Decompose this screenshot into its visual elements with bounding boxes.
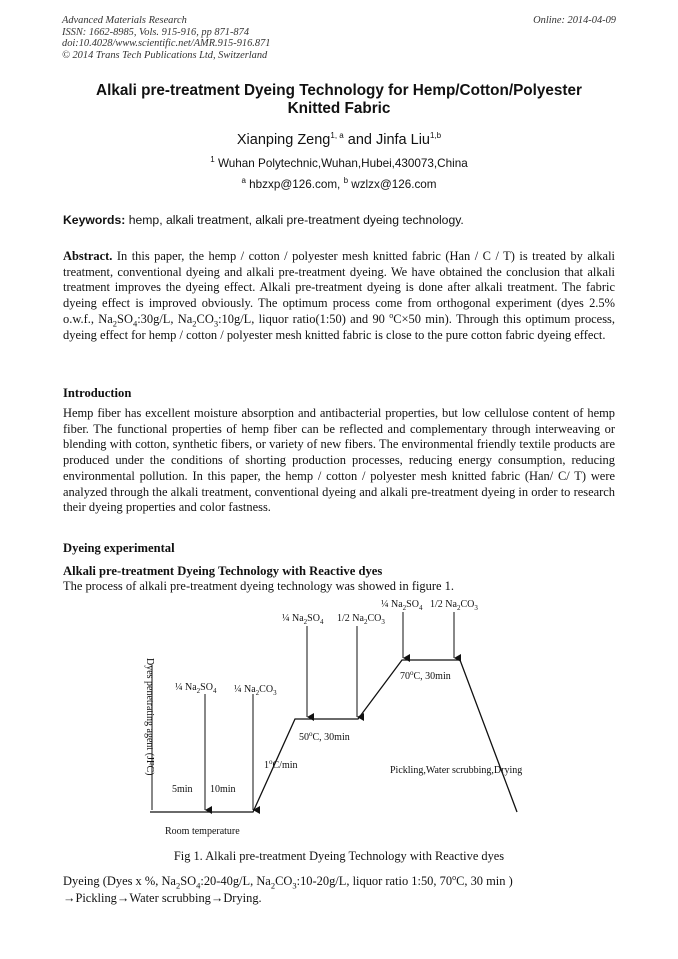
- label-left-co3: ¼ $Na_2CO_3$: [234, 684, 277, 697]
- abstract-sub: 3: [213, 318, 219, 329]
- author-2-affil: 1,b: [430, 131, 442, 141]
- dyeing-formula: [63, 873, 615, 906]
- heating-rate: 1$^o$C/min: [264, 758, 298, 771]
- formula-sub: 3: [292, 880, 297, 891]
- subheading: Alkali pre-treatment Dyeing Technology with Reactive dyes: [63, 564, 383, 578]
- affil-text: Wuhan Polytechnic,Wuhan,Hubei,430073,China: [217, 157, 468, 170]
- author-and: and: [347, 132, 372, 148]
- dyeing-heading: Dyeing experimental: [63, 541, 175, 555]
- abstract-label: Abstract.: [63, 249, 113, 263]
- abstract-text: CO: [196, 311, 214, 326]
- journal-copyright: © 2014 Trans Tech Publications Ltd, Switzerland: [62, 49, 268, 61]
- formula-line-2: →Pickling→Water scrubbing→Drying.: [63, 890, 262, 905]
- email-a: hbzxp@126.com,: [249, 178, 341, 191]
- author-1-affil: 1, a: [330, 131, 344, 141]
- stage-50c: 50$^o$C, 30min: [299, 730, 350, 743]
- formula-sub: 2: [270, 880, 276, 891]
- formula-text: CO: [275, 874, 293, 888]
- degree-mark: o: [389, 310, 394, 320]
- online-date: Online: 2014-04-09: [533, 15, 616, 26]
- author-2: Jinfa Liu: [375, 132, 430, 148]
- formula-sub: 4: [196, 880, 201, 891]
- time-10min: 10min: [210, 784, 236, 795]
- title-line-2: Knitted Fabric: [287, 100, 391, 117]
- formula-text: C, 30 min ): [456, 874, 513, 888]
- keywords-text: hemp, alkali treatment, alkali pre-treatment dyeing technology.: [128, 213, 464, 227]
- penetrating-agent-label: Dyes penetrating agent (JFC): [144, 658, 155, 776]
- stage-70c: 70$^o$C, 30min: [400, 669, 451, 682]
- email-b-mark: b: [343, 176, 349, 186]
- label-left-so4: ¼ $Na_2SO_4$: [175, 682, 217, 695]
- introduction-paragraph: Hemp fiber has excellent moisture absorption and antibacterial properties, but low cellulose content of hemp fiber. The functional properties of hemp fiber can be reflected and complementary through interweaving or blending with cotton, synthetic fibers, or variety of new fibers. The environmental friendly textile products are produced under the conditions of shorting production processes, reducing energy consumption, reducing environmental pollution. In this paper, the hemp / cotton / polyester mesh knitted fabric (Han/ C/ T) were analyzed through the alkali treatment, conventional dyeing and alkali pre-treatment dyeing in order to research their dyeing properties and color fastness.: [63, 406, 615, 515]
- finishing-steps: Pickling,Water scrubbing,Drying: [390, 765, 523, 776]
- introduction-heading: Introduction: [63, 386, 132, 400]
- email-b: wzlzx@126.com: [351, 178, 437, 191]
- formula-text: :20-40g/L, Na: [200, 874, 271, 888]
- degree-mark: o: [452, 872, 457, 882]
- abstract-sub: 4: [132, 318, 138, 329]
- abstract-text: SO: [117, 311, 133, 326]
- abstract-text: C×50 min). Through this optimum process, dyeing effect for hemp / cotton / polyester mesh knitted fabric is close to the pure cotton fabric dyeing effect.: [63, 311, 615, 342]
- journal-doi: doi:10.4028/www.scientific.net/AMR.915-916.871: [62, 38, 271, 49]
- title-line-1: Alkali pre-treatment Dyeing Technology for Hemp/Cotton/Polyester: [96, 82, 582, 99]
- abstract-sub: 2: [112, 318, 118, 329]
- author-1: Xianping Zeng: [236, 132, 331, 148]
- label-top-so4: ¼ $Na_2SO_4$: [381, 599, 423, 612]
- formula-text: Dyeing (Dyes x %, Na: [63, 874, 176, 888]
- journal-name: Advanced Materials Research: [62, 15, 187, 26]
- email-a-mark: a: [241, 176, 246, 186]
- abstract-text-1: In this paper, the hemp / cotton / polyester mesh knitted fabric (Han / C / T) is treated by alkali treatment, conventional dyeing and alkali pre-treatment dyeing. We have obtained the conclusion that alkali treatment improves the dyeing effect. Alkali pre-treatment dyeing is done after alkali treatment. The fabric dyeing effect is improved obviously. The optimum process come from orthogonal experiment (dyes 2.5% o.w.f., Na: [63, 249, 615, 326]
- formula-text: SO: [180, 874, 197, 888]
- process-intro-text: The process of alkali pre-treatment dyeing technology was showed in figure 1.: [63, 579, 454, 593]
- journal-issn: ISSN: 1662-8985, Vols. 915-916, pp 871-874: [62, 26, 250, 38]
- affil-mark: 1: [210, 155, 215, 165]
- label-mid-co3: 1/2 $Na_2CO_3$: [337, 613, 385, 626]
- formula-text: :10-20g/L, liquor ratio 1:50, 70: [296, 874, 453, 888]
- abstract-text: :30g/L, Na: [137, 311, 193, 326]
- time-5min: 5min: [172, 784, 193, 795]
- keywords-label: Keywords:: [63, 213, 126, 227]
- figure-caption: Fig 1. Alkali pre-treatment Dyeing Technology with Reactive dyes: [173, 849, 505, 863]
- room-temperature: Room temperature: [165, 826, 240, 837]
- label-mid-so4: ¼ $Na_2SO_4$: [282, 613, 324, 626]
- formula-sub: 2: [175, 880, 181, 891]
- abstract-text: :10g/L, liquor ratio(1:50) and 90: [218, 311, 385, 326]
- label-top-co3: 1/2 $Na_2CO_3$: [430, 599, 478, 612]
- abstract-sub: 2: [192, 318, 197, 329]
